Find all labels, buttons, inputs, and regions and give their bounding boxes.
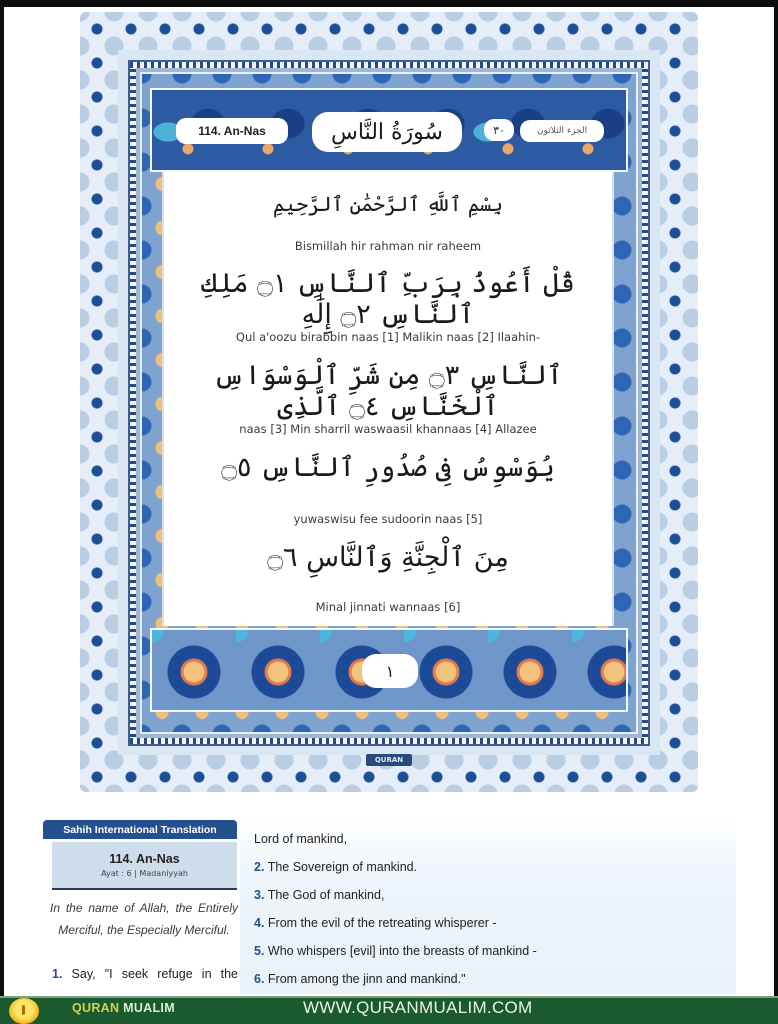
translation-verses-panel — [240, 818, 736, 994]
publisher-tag: QURAN — [366, 754, 412, 766]
right-black-edge — [774, 0, 778, 1024]
juz-label-arabic: الجزء الثلاثون — [520, 120, 604, 142]
translation-surah-meta: Ayat : 6 | Madaniyyah — [101, 869, 188, 878]
verse-6 — [254, 972, 466, 986]
translation-surah-card — [52, 842, 237, 890]
verse-3 — [254, 888, 384, 902]
arabic-line-2: ٱلنَّاسِ ۝٣ مِن شَرِّ ٱلْوَسْوَاسِ ٱلْخَنَّاسِ ۝٤ ٱلَّذِى — [213, 360, 563, 422]
juz-number: ٣٠ — [484, 119, 514, 141]
bismillah-transliteration: Bismillah hir rahman nir raheem — [294, 239, 482, 253]
verse-number: 4. — [254, 916, 265, 930]
footer-url-link[interactable]: WWW.QURANMUALIM.COM — [303, 998, 533, 1017]
verse-2 — [254, 860, 417, 874]
arabic-line-3: يُوَسْوِسُ فِى صُدُورِ ٱلنَّاسِ ۝٥ — [221, 452, 555, 483]
verse-text: From the evil of the retreating whisperer - — [267, 916, 497, 930]
bismillah-arabic: بِسْمِ ٱللَّهِ ٱلرَّحْمَٰنِ ٱلرَّحِيمِ — [272, 192, 503, 216]
brand-part-1: QURAN — [72, 1001, 120, 1015]
verse-number: 3. — [254, 888, 265, 902]
brand-part-2: MUALIM — [123, 1001, 175, 1015]
translation-surah-name: 114. An-Nas — [109, 852, 180, 866]
transliteration-line-3: yuwaswisu fee sudoorin naas [5] — [293, 512, 483, 526]
left-black-edge — [0, 0, 4, 1024]
verse-4 — [254, 916, 497, 930]
top-black-edge — [0, 0, 778, 7]
verse-text: The God of mankind, — [267, 888, 385, 902]
bismillah-translation: In the name of Allah, the Entirely Merciful, the Especially Merciful. — [50, 901, 238, 937]
verse-text: Say, "I seek refuge in the — [71, 967, 238, 981]
arabic-line-1: قُلْ أَعُوذُ بِرَبِّ ٱلنَّاسِ ۝١ مَلِكِ ٱلنَّاسِ ۝٢ إِلَٰهِ — [201, 268, 575, 330]
quran-mualim-logo-icon — [9, 998, 39, 1024]
page-number: ١ — [362, 654, 418, 688]
verse-1-continuation: Lord of mankind, — [254, 832, 348, 846]
arabic-line-4: مِنَ ٱلْجِنَّةِ وَٱلنَّاسِ ۝٦ — [267, 542, 509, 573]
verse-text: Who whispers [evil] into the breasts of mankind - — [267, 944, 537, 958]
mushaf-text-panel — [162, 172, 614, 626]
surah-title-arabic: سُورَةُ النَّاسِ — [312, 112, 462, 152]
transliteration-line-1: Qul a'oozu birabbin naas [1] Malikin naas [2] Ilaahin- — [235, 330, 541, 344]
verse-1-start — [52, 967, 238, 981]
verse-text: From among the jinn and mankind." — [267, 972, 466, 986]
verse-5 — [254, 944, 537, 958]
surah-label: 114. An-Nas — [176, 118, 288, 144]
translation-section-label: Sahih International Translation — [43, 820, 237, 839]
verse-number: 1. — [52, 967, 63, 981]
footer-brand — [72, 1001, 175, 1015]
verse-text: The Sovereign of mankind. — [267, 860, 418, 874]
transliteration-line-2: naas [3] Min sharril waswaasil khannaas [4] Allazee — [239, 422, 537, 436]
verse-number: 6. — [254, 972, 265, 986]
transliteration-line-4: Minal jinnati wannaas [6] — [315, 600, 461, 614]
verse-number: 2. — [254, 860, 265, 874]
verse-number: 5. — [254, 944, 265, 958]
